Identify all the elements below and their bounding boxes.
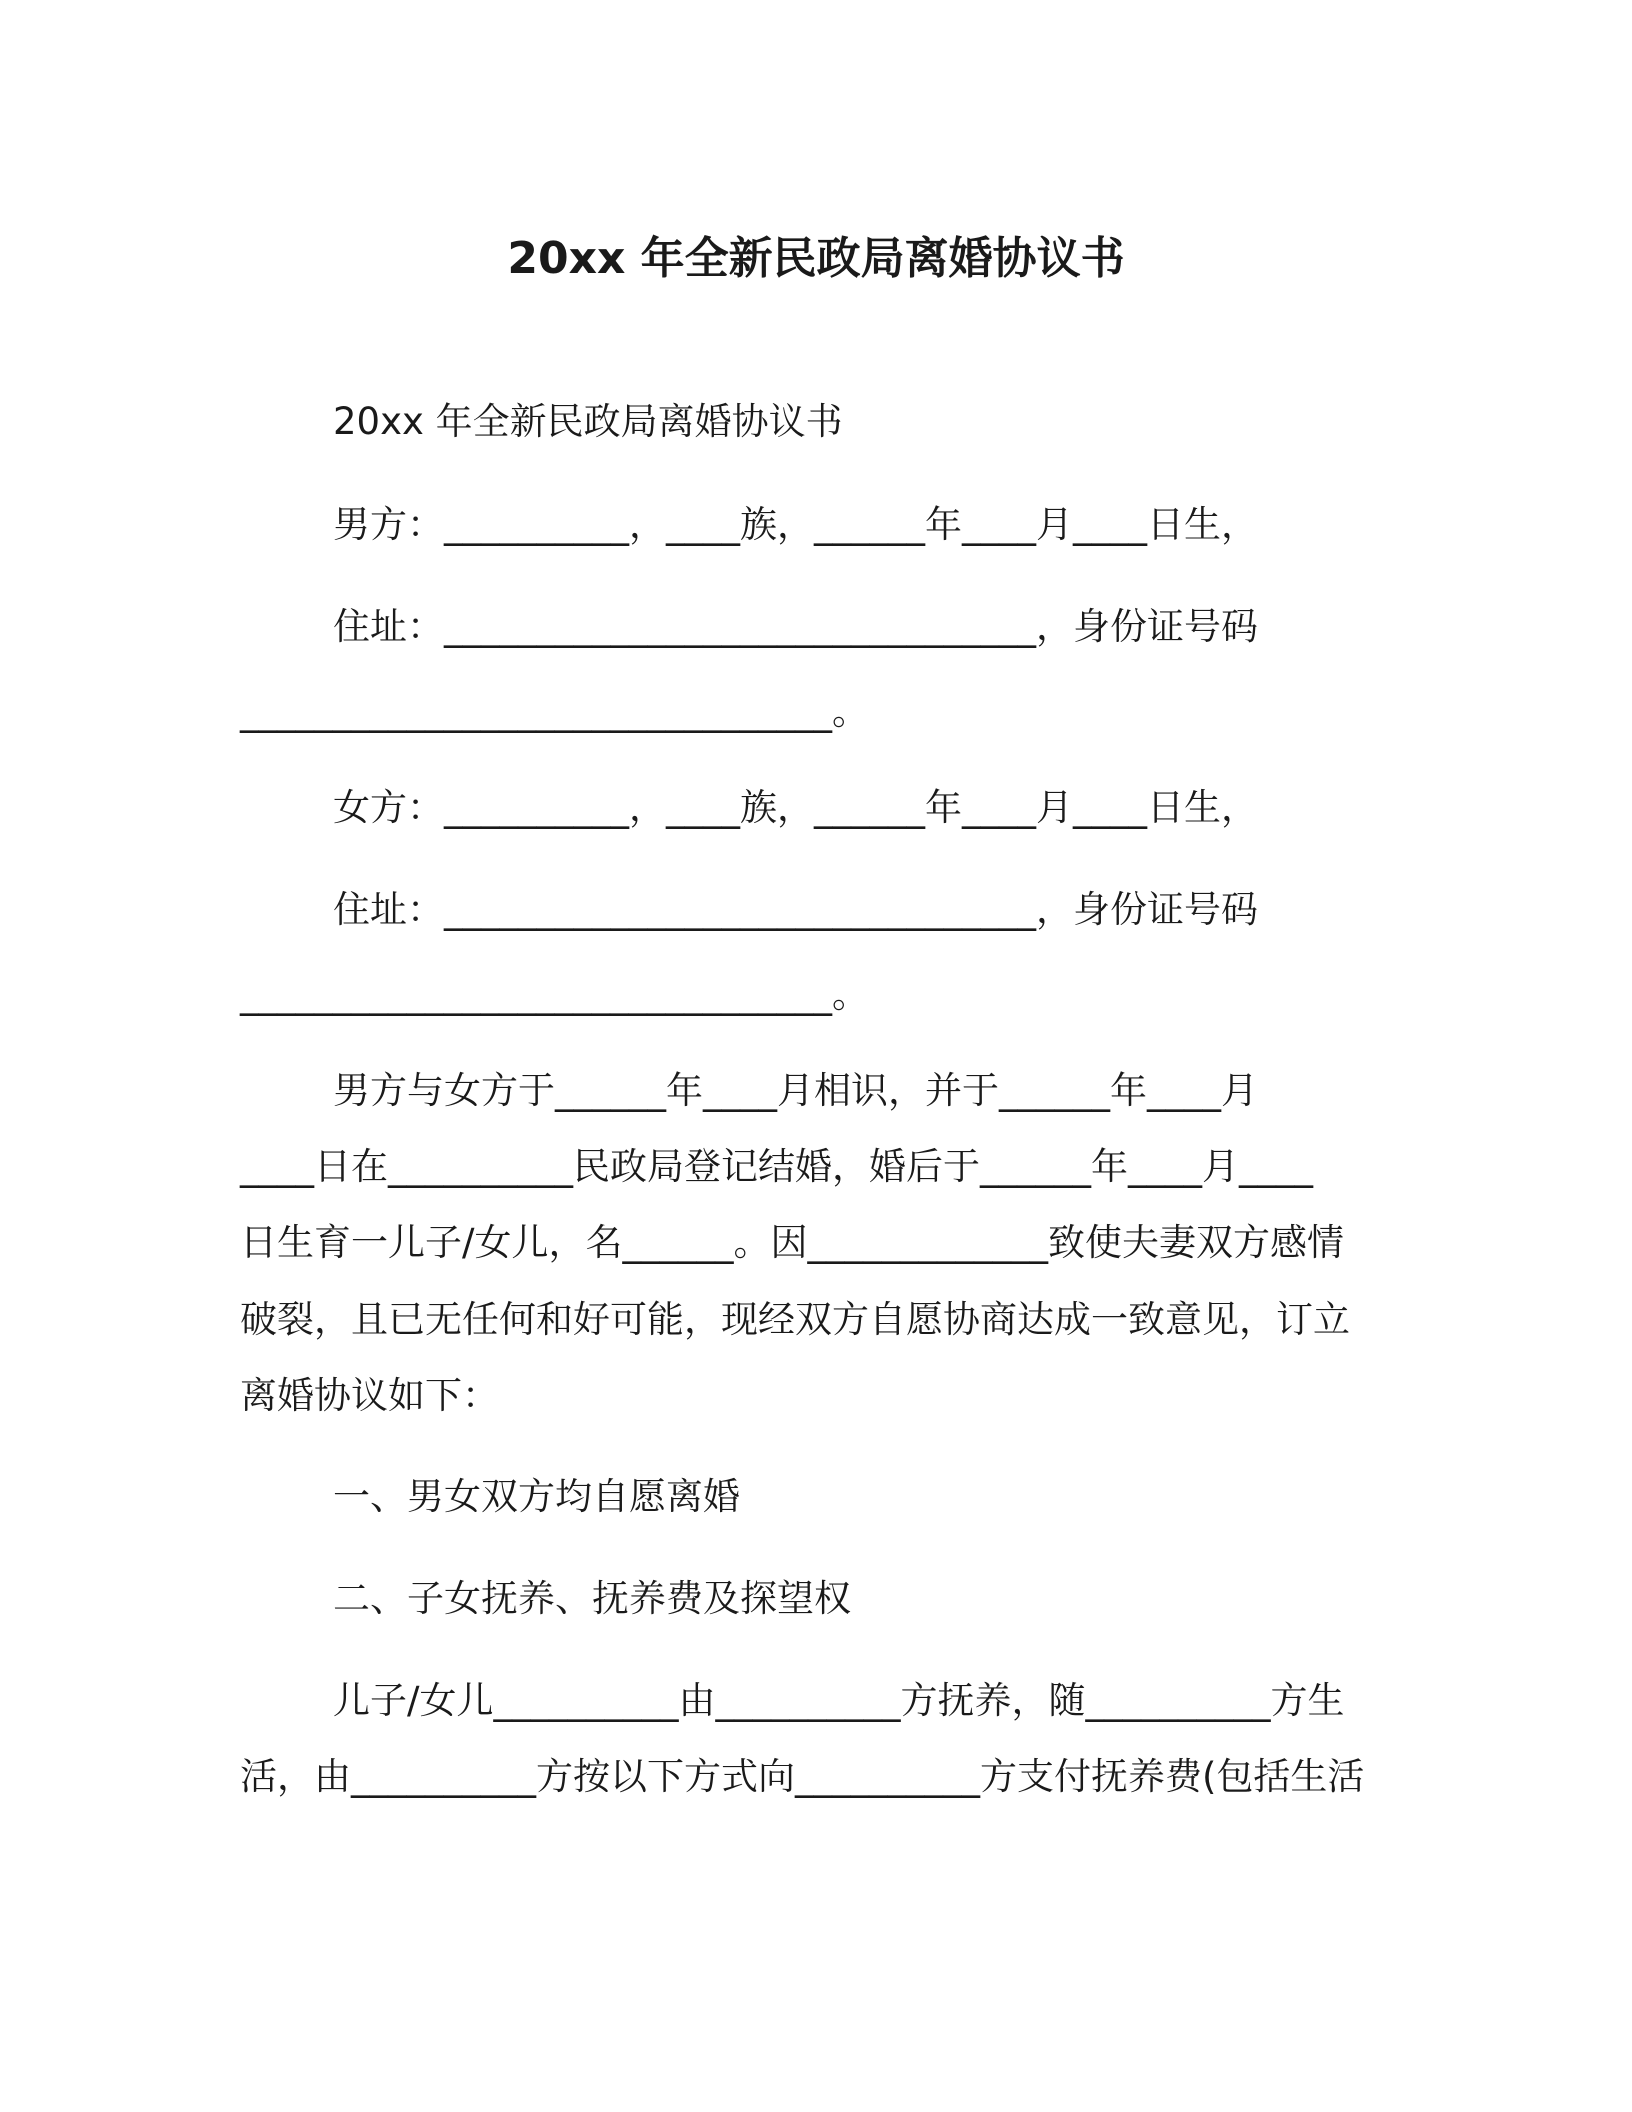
subtitle-line: 20xx 年全新民政局离婚协议书	[333, 400, 843, 443]
section-heading-2: 二、子女抚养、抚养费及探望权	[333, 1577, 851, 1620]
male-party-line: 男方：__________，____族，______年____月____日生，	[333, 503, 1258, 546]
document-title: 20xx 年全新民政局离婚协议书	[507, 233, 1125, 284]
male-address-line: 住址：________________________________，身份证号码	[333, 605, 1258, 648]
female-id-line: ________________________________。	[240, 973, 869, 1016]
paragraph-line: 离婚协议如下：	[240, 1374, 499, 1417]
paragraph-line: 活，由__________方按以下方式向__________方支付抚养费(包括生活	[240, 1755, 1365, 1798]
paragraph-line: 儿子/女儿__________由__________方抚养，随__________方生	[333, 1679, 1345, 1722]
section-heading-1: 一、男女双方均自愿离婚	[333, 1475, 740, 1518]
paragraph-line: 日生育一儿子/女儿，名______。因_____________致使夫妻双方感情	[240, 1221, 1344, 1264]
female-party-line: 女方：__________，____族，______年____月____日生，	[333, 786, 1258, 829]
female-address-line: 住址：________________________________，身份证号码	[333, 888, 1258, 931]
paragraph-line: 男方与女方于______年____月相识，并于______年____月	[333, 1069, 1258, 1112]
paragraph-line: ____日在__________民政局登记结婚，婚后于______年____月____	[240, 1145, 1313, 1188]
paragraph-line: 破裂，且已无任何和好可能，现经双方自愿协商达成一致意见，订立	[240, 1298, 1350, 1341]
male-id-line: ________________________________。	[240, 690, 869, 733]
